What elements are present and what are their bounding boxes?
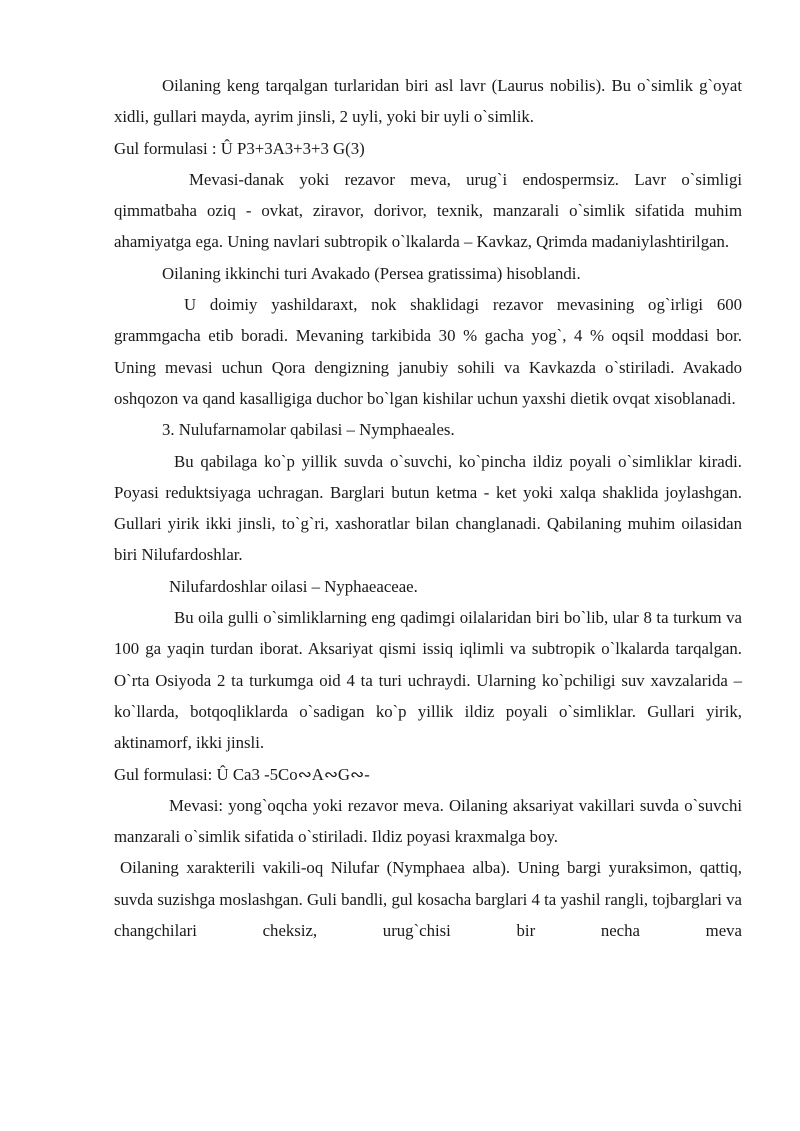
paragraph-nyphaeaceae-fruit: Mevasi: yong`oqcha yoki rezavor meva. Oilaning aksariyat vakillari suvda o`suvchi manzarali o`simlik sifatida o`stiriladi. Ildiz poyasi kraxmalga boy.: [114, 795, 742, 847]
paragraph-avocado: U doimiy yashildaraxt, nok shaklidagi rezavor mevasining og`irligi 600 grammgacha etib boradi. Mevaning tarkibida 30 % gacha yog`, 4 % oqsil moddasi bor. Uning mevasi uchun Qora dengizning janubiy sohili va Kavkazda o`stiriladi. Avakado oshqozon va qand kasalligiga duchor bo`lgan kishilar uchun yaxshi dietik ovqat xisoblanadi.: [114, 295, 742, 408]
family-heading-nyphaeaceae: Nilufardoshlar oilasi – Nyphaeaceae.: [169, 576, 418, 596]
paragraph-nymphaea-alba: Oilaning xarakterili vakili-oq Nilufar (Nymphaea alba). Uning bargi yuraksimon, qattiq, suvda suzishga moslashgan. Guli bandli, gul kosacha barglari 4 ta yashil rangli, tojbarglari va changchilari cheksiz, urug`chisi bir necha meva: [114, 858, 742, 941]
flower-formula-nyphaeaceae: Gul formulasi: Û Ca3 -5Co∾A∾G∾-: [114, 764, 370, 784]
paragraph-laurus-fruit: Mevasi-danak yoki rezavor meva, urug`i endospermsiz. Lavr o`simligi qimmatbaha oziq - ovkat, ziravor, dorivor, texnik, manzarali o`simlik sifatida muhim ahamiyatga ega. Uning navlari subtropik o`lkalarda – Kavkaz, Qrimda madaniylashtirilgan.: [114, 169, 742, 252]
paragraph-nymphaeales: Bu qabilaga ko`p yillik suvda o`suvchi, ko`pincha ildiz poyali o`simliklar kiradi. Poyasi reduktsiyaga uchragan. Barglari butun ketma - ket yoki xalqa shaklida joylashgan. Gullari yirik ikki jinsli, to`g`ri, xashoratlar bilan changlanadi. Qabilaning muhim oilasidan biri Nilufardoshlar.: [114, 451, 742, 565]
section-heading-nymphaeales: 3. Nulufarnamolar qabilasi – Nymphaeales.: [162, 420, 455, 440]
paragraph-laurus: Oilaning keng tarqalgan turlaridan biri asl lavr (Laurus nobilis). Bu o`simlik g`oyat xidli, gullari mayda, ayrim jinsli, 2 uyli, yoki bir uyli o`simlik.: [114, 76, 742, 127]
paragraph-avocado-intro: Oilaning ikkinchi turi Avakado (Persea gratissima) hisoblandi.: [162, 263, 581, 283]
paragraph-nyphaeaceae: Bu oila gulli o`simliklarning eng qadimgi oilalaridan biri bo`lib, ular 8 ta turkum va 100 ga yaqin turdan iborat. Aksariyat qismi issiq iqlimli va subtropik o`lkalarda tarqalgan. O`rta Osiyoda 2 ta turkumga oid 4 ta turi uchraydi. Ularning ko`pchiligi suv xavzalarida – ko`llarda, botqoqliklarda o`sadigan ko`p yillik ildiz poyali o`simliklar. Gullari yirik, aktinamorf, ikki jinsli.: [114, 608, 742, 753]
flower-formula-laurus: Gul formulasi : Û P3+3A3+3+3 G(3): [114, 138, 365, 158]
